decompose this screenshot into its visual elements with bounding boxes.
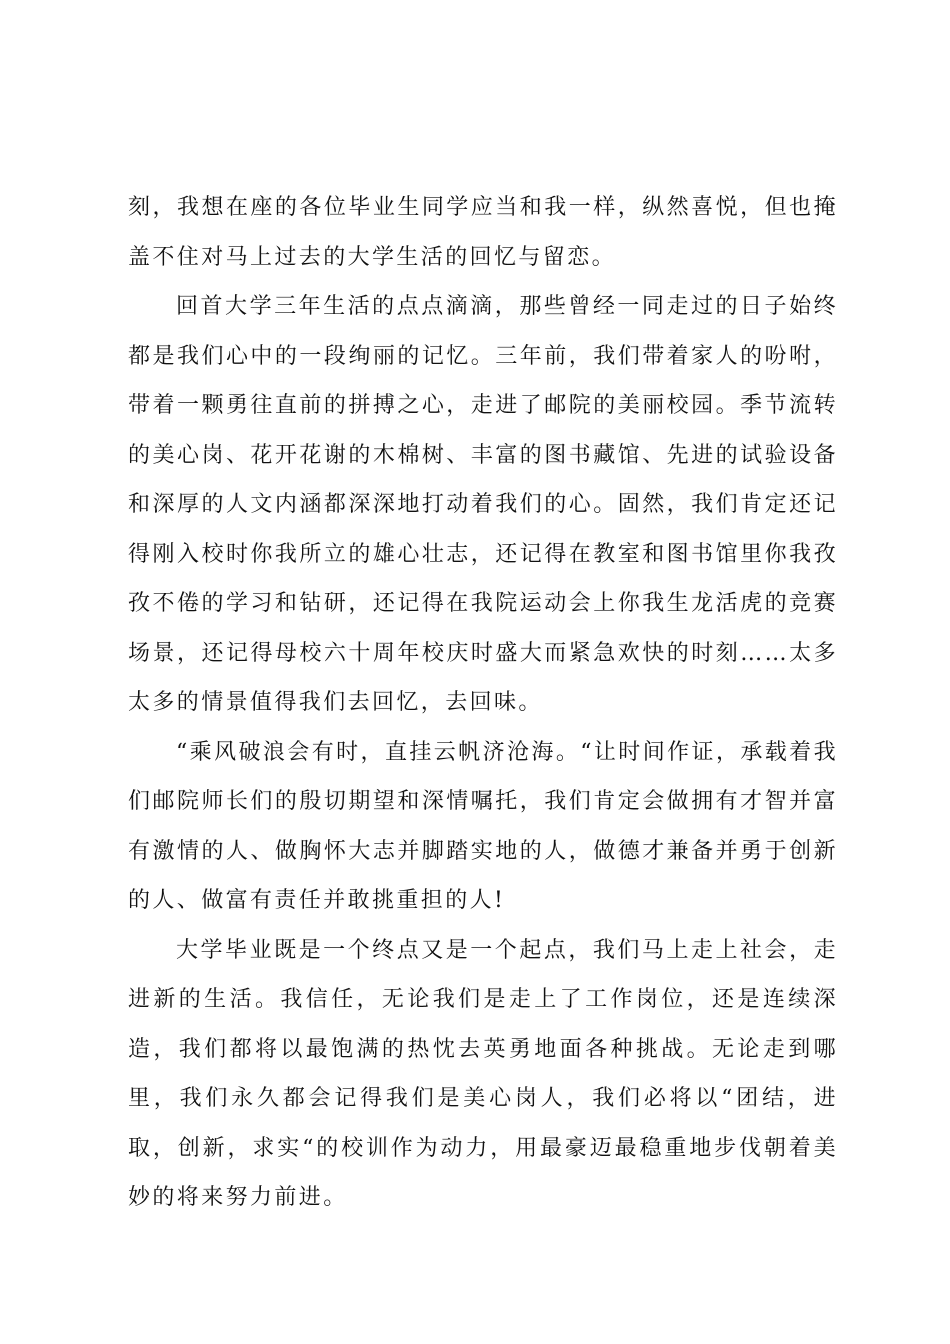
document-body [128,183,838,1223]
paragraph-3: “乘风破浪会有时，直挂云帆济沧海。“让时间作证，承载着我们邮院师长们的殷切期望和深情嘱托，我们肯定会做拥有才智并富有激情的人、做胸怀大志并脚踏实地的人，做德才兼备并勇于创新的人、做富有责任并敢挑重担的人! [128,739,838,913]
paragraph-2: 回首大学三年生活的点点滴滴，那些曾经一同走过的日子始终都是我们心中的一段绚丽的记忆。三年前，我们带着家人的吩咐，带着一颗勇往直前的拼搏之心，走进了邮院的美丽校园。季节流转的美心岗、花开花谢的木棉树、丰富的图书藏馆、先进的试验设备和深厚的人文内涵都深深地打动着我们的心。固然，我们肯定还记得刚入校时你我所立的雄心壮志，还记得在教室和图书馆里你我孜孜不倦的学习和钻研，还记得在我院运动会上你我生龙活虎的竞赛场景，还记得母校六十周年校庆时盛大而紧急欢快的时刻……太多太多的情景值得我们去回忆，去回味。 [128,294,838,715]
paragraph-4: 大学毕业既是一个终点又是一个起点，我们马上走上社会，走进新的生活。我信任，无论我们是走上了工作岗位，还是连续深造，我们都将以最饱满的热忱去英勇地面各种挑战。无论走到哪里，我们永久都会记得我们是美心岗人，我们必将以“团结，进取，创新，求实“的校训作为动力，用最豪迈最稳重地步伐朝着美妙的将来努力前进。 [128,937,838,1210]
paragraph-1: 刻，我想在座的各位毕业生同学应当和我一样，纵然喜悦，但也掩盖不住对马上过去的大学生活的回忆与留恋。 [128,195,838,270]
